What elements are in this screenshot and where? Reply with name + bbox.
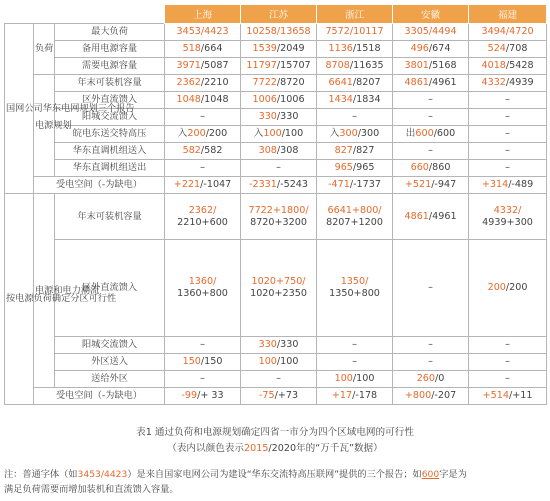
cell-text: /4961 [428, 77, 457, 88]
cell-text: /300 [357, 128, 380, 139]
cell [165, 92, 241, 109]
cell-text: /+73 [274, 390, 299, 401]
cell [165, 109, 241, 126]
cell [317, 41, 393, 58]
table-row [5, 160, 547, 177]
cell-text: 注：普通字体（如 [4, 469, 78, 480]
table-row [5, 143, 547, 160]
cell-text: /1518 [352, 43, 381, 54]
row-label: 送给外区 [55, 371, 165, 388]
cell-text: 330 [258, 339, 277, 350]
cell-text: /4961 [428, 210, 457, 222]
gap-label: 受电空间（-为缺电） [34, 177, 165, 194]
cell [393, 24, 469, 41]
cell-text: /11635 [349, 60, 384, 71]
cell-text: /+ 33 [197, 390, 224, 401]
cell-text: +514 [482, 390, 509, 401]
row-label: 最大负荷 [55, 24, 165, 41]
cell-text: 8207+1200 [326, 216, 383, 228]
cell-text: +521 [404, 179, 432, 190]
cell-text: 字是为 [439, 469, 467, 480]
header-jiangsu: 江苏 [241, 5, 317, 24]
cell-text: 4332/ [493, 204, 522, 216]
row-label: 华东直调机组送入 [55, 143, 165, 160]
cell [469, 160, 547, 177]
cell [469, 388, 547, 405]
cell-text: 1006 [252, 94, 277, 105]
cell-text: 496 [410, 43, 429, 54]
cell-text: – [200, 339, 205, 350]
cell-text: +800 [404, 390, 432, 401]
cell-text: -99 [181, 390, 198, 401]
cell-text: /664 [200, 43, 223, 54]
cell-text: 200 [487, 282, 506, 293]
cell-text: 150 [182, 356, 201, 367]
cell-text: 1048 [176, 94, 201, 105]
cell [317, 92, 393, 109]
cell-text: 满足负荷需要而增加装机和直流馈入容量。 [4, 484, 179, 495]
cell-text: – [200, 111, 205, 122]
table-row [5, 371, 547, 388]
cell [165, 143, 241, 160]
table-caption: 表1 通过负荷和电源规划确定四省一市分为四个区域电网的可行性 [136, 427, 414, 438]
cell [393, 194, 469, 240]
cell-text: /674 [428, 43, 451, 54]
table-row [5, 194, 547, 240]
table-row [5, 41, 547, 58]
cell [317, 160, 393, 177]
gap-label: 受电空间（-为缺电） [34, 388, 165, 405]
cell [393, 354, 469, 371]
cell [393, 75, 469, 92]
cell [241, 126, 317, 143]
cell-text: 3801 [404, 60, 429, 71]
cell-text: /100 [281, 128, 304, 139]
cell-text: /-489 [508, 179, 534, 190]
cell [393, 58, 469, 75]
cell [393, 160, 469, 177]
cell [317, 177, 393, 194]
cell-text: /100 [276, 356, 299, 367]
group-label-flow: 电源和电力潮流 [34, 194, 55, 388]
row-label: 外区送入 [55, 354, 165, 371]
cell [165, 41, 241, 58]
cell [165, 75, 241, 92]
row-label: 阳城交流馈入 [55, 337, 165, 354]
cell-text: /15707 [276, 60, 311, 71]
cell-text: – [428, 339, 433, 350]
cell-text: 1350/ [340, 276, 369, 287]
cell-text: /5168 [428, 60, 457, 71]
cell [469, 354, 547, 371]
cell-text: /582 [200, 145, 223, 156]
cell-text: /2020年的“万千瓦”数据） [268, 443, 383, 454]
group-label-power: 电源规划 [34, 75, 55, 177]
cell [241, 58, 317, 75]
row-label: 年末可装机容量 [55, 75, 165, 92]
cell [393, 388, 469, 405]
cell-text: /-947 [431, 179, 457, 190]
cell-text: 4332 [481, 77, 506, 88]
cell-text: /-5243 [276, 179, 309, 190]
cell-text: 7722 [252, 77, 277, 88]
cell-text: /965 [352, 162, 375, 173]
cell [241, 41, 317, 58]
cell-text: – [505, 94, 510, 105]
row-label: 年末可装机容量 [55, 194, 165, 240]
cell [393, 371, 469, 388]
cell-text: /1006 [276, 94, 305, 105]
cell-text: 100 [263, 128, 282, 139]
cell [165, 58, 241, 75]
cell-text: ）是来自国家电网公司为建设“华东交流特高压联网”提供的三个报告；如 [127, 469, 422, 480]
table-row [5, 24, 547, 41]
header-row [5, 5, 547, 24]
cell-text: 4861 [404, 210, 429, 222]
cell-text: 4861 [404, 77, 429, 88]
cell-text: -2331 [249, 179, 277, 190]
cell-text: /308 [276, 145, 299, 156]
row-label: 备用电源容量 [55, 41, 165, 58]
cell [241, 75, 317, 92]
cell-text: 965 [334, 162, 353, 173]
cell-text: – [505, 373, 510, 384]
cell [469, 337, 547, 354]
cell-text: – [200, 162, 205, 173]
cell [393, 240, 469, 337]
cell-text: 3494/4720 [481, 26, 534, 37]
cell-text: 600 [421, 469, 440, 480]
header-shanghai: 上海 [165, 5, 241, 24]
cell-text: – [505, 128, 510, 139]
cell-text: /-207 [431, 390, 457, 401]
cell-text: 2210+600 [177, 216, 228, 228]
cell [393, 41, 469, 58]
cell [317, 75, 393, 92]
cell-text: 4939+300 [482, 216, 533, 228]
cell-text: /330 [276, 111, 299, 122]
row-label: 皖电东送交特高压 [55, 126, 165, 143]
cell-text: 518 [182, 43, 201, 54]
cell-text: 827 [334, 145, 353, 156]
cell-text: 660 [410, 162, 429, 173]
cell-text: /2049 [276, 43, 305, 54]
cell [165, 24, 241, 41]
cell-text: – [276, 162, 281, 173]
cell [393, 126, 469, 143]
cell-text: /+11 [508, 390, 533, 401]
cell-text: – [505, 339, 510, 350]
cell [241, 109, 317, 126]
cell-text: 260 [416, 373, 436, 384]
group-label-load: 负荷 [34, 24, 55, 75]
cell [241, 337, 317, 354]
row-label: 区外直流馈入 [55, 240, 165, 337]
cell-text: 入 [177, 128, 188, 139]
cell-text: – [352, 356, 357, 367]
cell [469, 177, 547, 194]
table-row [5, 337, 547, 354]
cell [469, 92, 547, 109]
cell-text: 2362 [176, 77, 201, 88]
header-zhejiang: 浙江 [317, 5, 393, 24]
cell-text: /4939 [505, 77, 534, 88]
cell-text: /708 [505, 43, 528, 54]
cell-text: 8708 [325, 60, 350, 71]
cell [241, 354, 317, 371]
cell [165, 177, 241, 194]
cell-text: /860 [428, 162, 451, 173]
cell-text: – [505, 162, 510, 173]
cell-text: – [428, 111, 433, 122]
cell [241, 177, 317, 194]
cell-text: /1048 [200, 94, 229, 105]
cell-text: 2015 [243, 443, 269, 454]
cell-text: 1434 [328, 94, 353, 105]
footnote [4, 467, 546, 497]
cell-text: 3453/4423 [77, 469, 128, 480]
cell [165, 194, 241, 240]
table-row [5, 354, 547, 371]
header-anhui: 安徽 [393, 5, 469, 24]
table-row [5, 75, 547, 92]
cell [241, 371, 317, 388]
cell-text: 6641 [328, 77, 353, 88]
cell-text: 入 [253, 128, 264, 139]
cell-text: 3305/4494 [404, 26, 457, 37]
cell-text: – [505, 356, 510, 367]
cell [317, 126, 393, 143]
cell-text: 1020+2350 [250, 288, 307, 299]
cell-text: /-178 [352, 390, 378, 401]
cell-text: – [352, 111, 357, 122]
cell-text: 1360/ [188, 276, 217, 287]
cell-text: 300 [339, 128, 358, 139]
cell-text: – [200, 373, 205, 384]
cell-text: – [505, 111, 510, 122]
cell-text: -75 [258, 390, 275, 401]
cell [469, 58, 547, 75]
cell [165, 388, 241, 405]
cell [317, 24, 393, 41]
cell-text: 2362/ [188, 204, 217, 216]
table-row [5, 240, 547, 337]
cell [393, 337, 469, 354]
cell [469, 240, 547, 337]
cell-text: +221 [173, 179, 201, 190]
cell-text: – [276, 373, 281, 384]
cell-text: – [428, 356, 433, 367]
cell-text: +314 [481, 179, 509, 190]
cell-text: 1360+800 [177, 288, 228, 299]
cell-text: – [352, 339, 357, 350]
cell [469, 371, 547, 388]
cell-text: 8720+3200 [250, 216, 307, 228]
cell [393, 109, 469, 126]
cell-text: 100 [334, 373, 353, 384]
gap-row [5, 177, 547, 194]
cell [317, 337, 393, 354]
cell [241, 240, 317, 337]
cell-text: 7722+1800/ [248, 204, 309, 216]
cell-text: 308 [258, 145, 277, 156]
cell [469, 24, 547, 41]
cell-text: 10258/13658 [246, 26, 311, 37]
cell-text: /200 [505, 282, 528, 293]
cell-text: 1020+750/ [251, 276, 306, 287]
cell-text: /5428 [505, 60, 534, 71]
cell-text: – [428, 282, 433, 293]
cell-text: – [428, 94, 433, 105]
cell [469, 109, 547, 126]
cell [241, 194, 317, 240]
row-label: 华东直调机组送出 [55, 160, 165, 177]
cell [469, 41, 547, 58]
row-label: 需要电源容量 [55, 58, 165, 75]
cell [241, 92, 317, 109]
table-caption-sub [0, 440, 550, 454]
table-row [5, 92, 547, 109]
cell-text: 600 [415, 128, 434, 139]
cell [165, 337, 241, 354]
header-fujian: 福建 [469, 5, 547, 24]
cell-text: 3971 [176, 60, 201, 71]
cell [317, 354, 393, 371]
cell [241, 160, 317, 177]
cell [241, 388, 317, 405]
cell-text: /8207 [352, 77, 381, 88]
cell [317, 371, 393, 388]
cell [317, 388, 393, 405]
cell-text: 1136 [328, 43, 353, 54]
cell [317, 58, 393, 75]
cell-text: /200 [205, 128, 228, 139]
cell [393, 92, 469, 109]
cell-text: 200 [187, 128, 206, 139]
cell-text: 出 [405, 128, 416, 139]
cell-text: /-1737 [349, 179, 381, 190]
cell-text: 4018 [481, 60, 506, 71]
cell-text: 1539 [252, 43, 277, 54]
cell [393, 177, 469, 194]
cell-text: /150 [200, 356, 223, 367]
cell-text: 330 [258, 111, 277, 122]
cell-text: +17 [331, 390, 353, 401]
cell-text: /600 [433, 128, 456, 139]
cell-text: 6641+800/ [327, 204, 382, 216]
cell-text: /1834 [352, 94, 381, 105]
cell-text: 3453/4423 [176, 26, 229, 37]
cell [469, 75, 547, 92]
section2-label: 按电源负荷确定分区可行性 [5, 194, 34, 405]
cell-text: （表内以颜色表示 [167, 443, 244, 454]
cell [165, 354, 241, 371]
cell-text: /-1047 [200, 179, 232, 190]
cell-text: -471 [328, 179, 350, 190]
cell-text: /827 [352, 145, 375, 156]
cell-text: – [428, 145, 433, 156]
cell-text: /100 [352, 373, 375, 384]
table-row [5, 126, 547, 143]
cell-text: 11797 [246, 60, 277, 71]
cell [469, 143, 547, 160]
cell [165, 126, 241, 143]
cell [317, 143, 393, 160]
table-row [5, 58, 547, 75]
cell-text: 100 [258, 356, 277, 367]
cell [241, 143, 317, 160]
cell [317, 194, 393, 240]
cell [317, 240, 393, 337]
row-label: 阳城交流馈入 [55, 109, 165, 126]
cell-text: 7572/10117 [325, 26, 384, 37]
cell-text: – [505, 145, 510, 156]
row-label: 区外直流馈入 [55, 92, 165, 109]
cell [393, 143, 469, 160]
table-row [5, 109, 547, 126]
cell-text: /330 [276, 339, 299, 350]
cell-text: /5087 [200, 60, 229, 71]
cell-text: /0 [435, 373, 445, 384]
section1-label: 国网公司华东电网规划三个报告 [5, 24, 34, 194]
gap-row [5, 388, 547, 405]
cell [469, 194, 547, 240]
cell-text: 582 [182, 145, 201, 156]
cell-text: 1350+800 [329, 288, 380, 299]
cell-text: /8720 [276, 77, 305, 88]
cell-text: 524 [487, 43, 506, 54]
cell [241, 24, 317, 41]
cell [165, 160, 241, 177]
cell-text: 入 [329, 128, 340, 139]
cell [317, 109, 393, 126]
cell-text: /2210 [200, 77, 229, 88]
cell [469, 126, 547, 143]
cell [165, 371, 241, 388]
cell [165, 240, 241, 337]
feasibility-table [4, 4, 547, 405]
